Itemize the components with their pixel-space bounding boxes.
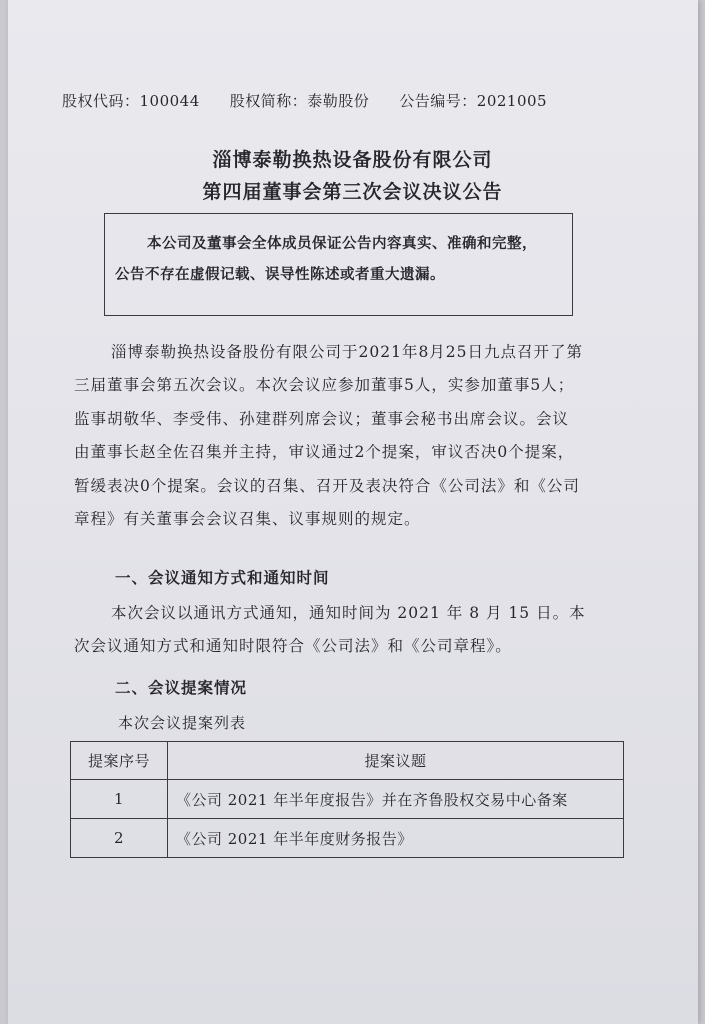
intro-line: 章程》有关董事会会议召集、议事规则的规定。 (74, 510, 421, 529)
proposal-number: 2 (71, 819, 168, 858)
table-header-row (71, 742, 624, 780)
proposal-topic: 《公司 2021 年半年度财务报告》 (168, 819, 624, 858)
intro-paragraph (74, 336, 614, 536)
statement-line-2: 公告不存在虚假记载、误导性陈述或者重大遗漏。 (115, 266, 445, 283)
stock-name: 股权简称：泰勒股份 (229, 92, 370, 110)
proposal-topic: 《公司 2021 年半年度报告》并在齐鲁股权交易中心备案 (168, 780, 624, 819)
statement-box (104, 213, 573, 316)
intro-line: 三届董事会第五次会议。本次会议应参加董事5人，实参加董事5人； (74, 376, 575, 395)
section-heading-proposals: 二、会议提案情况 (115, 678, 248, 697)
intro-line: 由董事长赵全佐召集并主持，审议通过2个提案，审议否决0个提案， (74, 443, 575, 462)
notice-number: 公告编号：2021005 (399, 92, 548, 110)
notice-line: 本次会议以通讯方式通知，通知时间为 2021 年 8 月 15 日。本 (111, 604, 586, 622)
company-title: 淄博泰勒换热设备股份有限公司 (212, 149, 493, 171)
announcement-title: 第四届董事会第三次会议决议公告 (202, 181, 503, 203)
intro-line: 暂缓表决0个提案。会议的召集、召开及表决符合《公司法》和《公司 (74, 476, 580, 495)
proposal-number: 1 (71, 780, 168, 819)
table-row (71, 780, 624, 819)
statement-line-1: 本公司及董事会全体成员保证公告内容真实、准确和完整， (147, 235, 537, 252)
announcement-header (62, 90, 547, 111)
table-row (71, 819, 624, 858)
table-caption: 本次会议提案列表 (118, 714, 247, 732)
section-heading-notice: 一、会议通知方式和通知时间 (115, 568, 330, 587)
notice-paragraph (74, 597, 614, 664)
notice-line: 次会议通知方式和通知时限符合《公司法》和《公司章程》。 (74, 637, 512, 656)
column-header-topic: 提案议题 (168, 742, 624, 780)
intro-line: 淄博泰勒换热设备股份有限公司于2021年8月25日九点召开了第 (111, 343, 584, 361)
intro-line: 监事胡敬华、李受伟、孙建群列席会议；董事会秘书出席会议。会议 (74, 409, 570, 428)
column-header-number: 提案序号 (71, 742, 168, 780)
proposals-table (70, 741, 624, 858)
stock-code: 股权代码：100044 (62, 92, 200, 110)
